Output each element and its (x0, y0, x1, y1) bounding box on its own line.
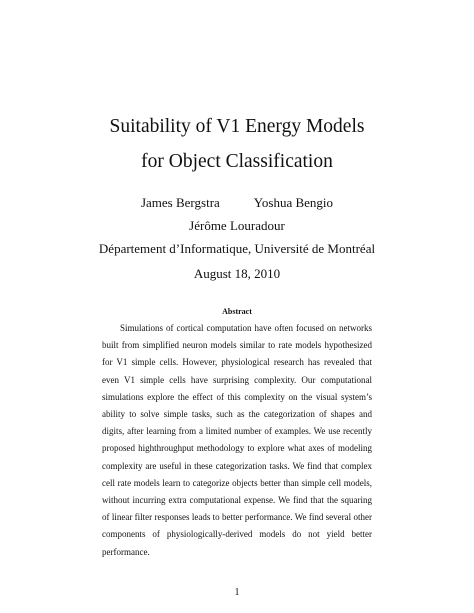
paper-title-line-1: Suitability of V1 Energy Models (109, 116, 365, 137)
abstract-body: Simulations of cortical computation have often focused on networks built from simplified neuron models similar to rate models hypothesized for V1 simple cells. However, physiological research has revealed that even V1 simple cells have surprising complexity. Our computational simulations explore the effect of this complexity on the visual system’s ability to solve simple tasks, such as the categorization of shapes and digits, after learning from a limited number of examples. We use recently proposed highthroughput methodology to explore what axes of modeling complexity are useful in these categorization tasks. We find that complex cell rate models learn to categorize objects better than simple cell models, without incurring extra computational expense. We find that the squaring of linear filter responses leads to better performance. We find several other components of physiologically-derived models do not yield better performance. (102, 323, 372, 557)
author-name: James Bergstra (140, 195, 220, 210)
paper-title-line-2: for Object Classification (141, 151, 333, 172)
page-number: 1 (234, 587, 240, 598)
abstract-heading: Abstract (222, 307, 252, 316)
paper-date: August 18, 2010 (193, 266, 281, 281)
author-name: Jérôme Louradour (189, 218, 285, 233)
author-name: Yoshua Bengio (253, 195, 334, 210)
author-affiliation: Département d’Informatique, Université de Montréal (98, 241, 376, 256)
author-row (0, 195, 474, 211)
